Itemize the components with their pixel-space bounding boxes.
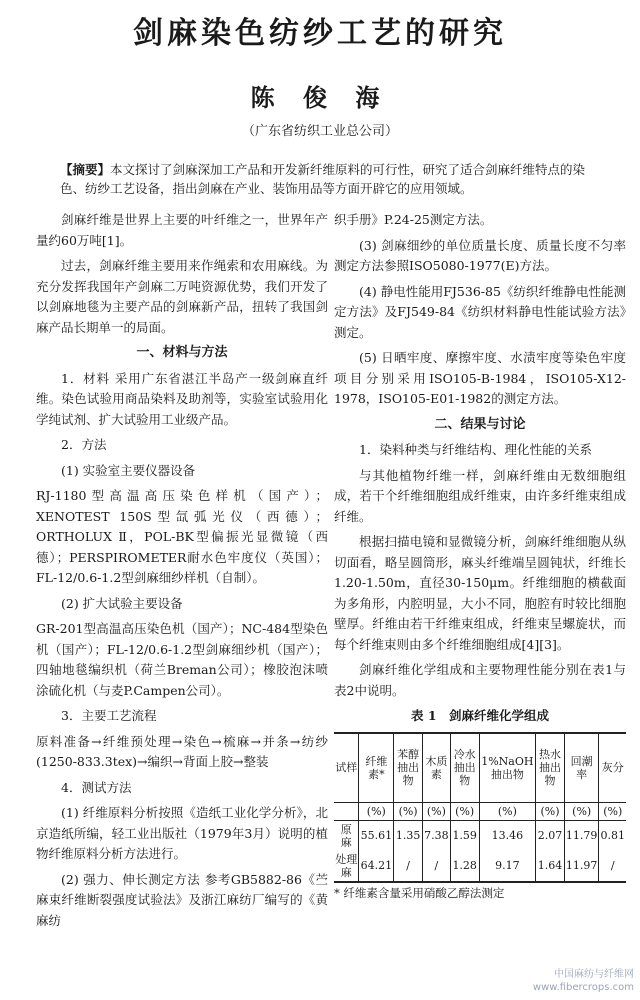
table-cell: 1.59: [450, 820, 479, 851]
table-cell: 7.38: [422, 820, 450, 851]
table-header: 木质素: [422, 733, 450, 803]
table-cell: 64.21: [359, 851, 394, 882]
site-watermark: [533, 968, 634, 994]
table-unit: (%): [422, 802, 450, 820]
table-cell: /: [422, 851, 450, 882]
table-cell: 1.28: [450, 851, 479, 882]
paragraph: 剑麻纤维是世界上主要的叶纤维之一，世界年产量约60万吨[1]。: [36, 212, 328, 248]
table-header: 1%NaOH抽出物: [479, 733, 536, 803]
table-header: 热水抽出物: [536, 733, 565, 803]
paragraph: 过去，剑麻纤维主要用来作绳索和农用麻线。为充分发挥我国年产剑麻二万吨资源优势，我们开发了以剑麻地毯为主要产品的剑麻新产品，扭转了我国剑麻产品长期单一的局面。: [36, 258, 328, 335]
table-cell: 1.35: [394, 820, 423, 851]
paragraph: 剑麻纤维化学组成和主要物理性能分别在表1与表2中说明。: [334, 662, 626, 698]
left-column: [36, 210, 328, 936]
table-footnote: * 纤维素含量采用硝酸乙醇法测定: [334, 885, 505, 900]
table-unit: (%): [599, 802, 626, 820]
author-name: 陈 俊 海: [250, 83, 390, 112]
paper-title: 剑麻染色纺纱工艺的研究: [133, 16, 507, 51]
paragraph: GR-201型高温高压染色机（国产）；NC-484型染色机（国产）；FL-12/0.6-1.2型剑麻细纱机（国产）；四轴地毯编织机（荷兰Breman公司）；橡胶泡沫喷涂硫化机（与麦P.Campen公司）。: [36, 621, 328, 698]
paragraph: (1) 纤维原料分析按照《造纸工业化学分析》，北京造纸所编，轻工业出版社（1979年3月）说明的植物纤维原料分析方法进行。: [36, 805, 328, 861]
affiliation: （广东省纺织工业总公司）: [241, 124, 398, 139]
table-cell: /: [394, 851, 423, 882]
abstract-text: 本文探讨了剑麻深加工产品和开发新纤维原料的可行性，研究了适合剑麻纤维特点的染色、纺纱工艺设备，指出剑麻在产业、装饰用品等方面开辟它的应用领域。: [60, 162, 586, 196]
watermark-line: www.fibercrops.com: [532, 982, 634, 993]
table-unit: (%): [450, 802, 479, 820]
table-unit: [334, 802, 359, 820]
table-cell: 0.81: [599, 820, 626, 851]
paragraph: (4) 静电性能用FJ536-85《纺织纤维静电性能测定方法》及FJ549-84《纺织材料静电性能试验方法》测定。: [334, 283, 626, 340]
right-column: [334, 210, 626, 908]
watermark-line: 中国麻纺与纤维网: [554, 969, 634, 980]
paragraph: 根据扫描电镜和显微镜分析，剑麻纤维细胞从纵切面看，略呈圆筒形，麻头纤维端呈圆钝状，纤维长1.20-1.50m，直径30-150μm。纤维细胞的横截面为多角形，内腔明显，大小不同，胞腔有时较比细胞壁厚。纤维由若干纤维束组成，纤维束呈螺旋状，而每个纤维束则由多个纤维细胞组成[4][3]。: [334, 534, 626, 652]
table-caption: 表 1 剑麻纤维化学组成: [410, 708, 550, 723]
table-header: 回潮率: [564, 733, 599, 803]
table-cell: 13.46: [479, 820, 536, 851]
chemical-composition-table: [334, 732, 626, 883]
abstract-label: 【摘要】: [60, 162, 111, 177]
table-cell: 原 麻: [340, 822, 363, 849]
table-header: 苯醇抽出物: [394, 733, 423, 803]
table-header: 试样: [334, 733, 359, 803]
paragraph: 3．主要工艺流程: [61, 708, 157, 723]
paragraph: 与其他植物纤维一样，剑麻纤维由无数细胞组成，若干个纤维细胞组成纤维束，由许多纤维束组成纤维。: [334, 467, 626, 524]
table-unit: (%): [536, 802, 565, 820]
table-unit: (%): [359, 802, 394, 820]
table-unit: (%): [564, 802, 599, 820]
table-cell: /: [599, 851, 626, 882]
paragraph: 2．方法: [61, 437, 107, 452]
paragraph: 原料准备→纤维预处理→染色→梳麻→并条→纺纱(1250-833.3tex)→编织→背面上胶→整装: [36, 733, 328, 769]
section-heading: 二、结果与讨论: [434, 416, 526, 432]
paragraph: (3) 剑麻细纱的单位质量长度、质量长度不匀率测定方法参照ISO5080-1977(E)方法。: [334, 237, 626, 273]
section-heading: 一、材料与方法: [136, 345, 228, 360]
table-row: [334, 820, 626, 851]
paragraph: RJ-1180型高温高压染色样机（国产）；XENOTEST 150S型氙弧光仪（西德）；ORTHOLUX Ⅱ，POL-BK型偏振光显微镜（西德）；PERSPIROMETER耐水色牢度仪（英国）；FL-12/0.6-1.2型剑麻细纱样机（自制）。: [36, 488, 328, 585]
table-row: [334, 851, 626, 882]
paragraph: 1．材料 采用广东省湛江半岛产一级剑麻直纤维。染色试验用商品染料及助剂等，实验室试验用化学纯试剂、扩大试验用工业级产品。: [36, 370, 328, 427]
paragraph: (2) 强力、伸长测定方法 参考GB5882-86《苎麻束纤维断裂强度试验法》及浙江麻纺厂编写的《黄麻纺: [36, 871, 328, 928]
table-cell: 2.07: [536, 820, 565, 851]
table-header: 灰分: [599, 733, 626, 803]
table-cell: 11.97: [564, 851, 599, 882]
table-unit: (%): [394, 802, 423, 820]
paragraph: (5) 日晒牢度、摩擦牢度、水渍牢度等染色牢度项目分别采用ISO105-B-1984，ISO105-X12-1978，ISO105-E01-1982的测定方法。: [334, 350, 626, 406]
abstract: [60, 160, 590, 198]
paragraph: (1) 实验室主要仪器设备: [61, 462, 196, 478]
table-header: 纤维素*: [359, 733, 394, 803]
paragraph: 4．测试方法: [61, 779, 132, 795]
table-unit: (%): [479, 802, 536, 820]
table-cell: 处理麻: [334, 851, 359, 882]
table-cell: 11.79: [564, 820, 599, 851]
table-header: 冷水抽出物: [450, 733, 479, 803]
table-cell: 1.64: [536, 851, 565, 882]
paragraph: 织手册》P.24-25测定方法。: [334, 212, 493, 227]
paragraph: (2) 扩大试验主要设备: [61, 595, 183, 611]
paragraph: 1．染料种类与纤维结构、理化性能的关系: [359, 442, 592, 457]
table-cell: 9.17: [479, 851, 536, 882]
table-cell: 55.61: [359, 820, 394, 851]
